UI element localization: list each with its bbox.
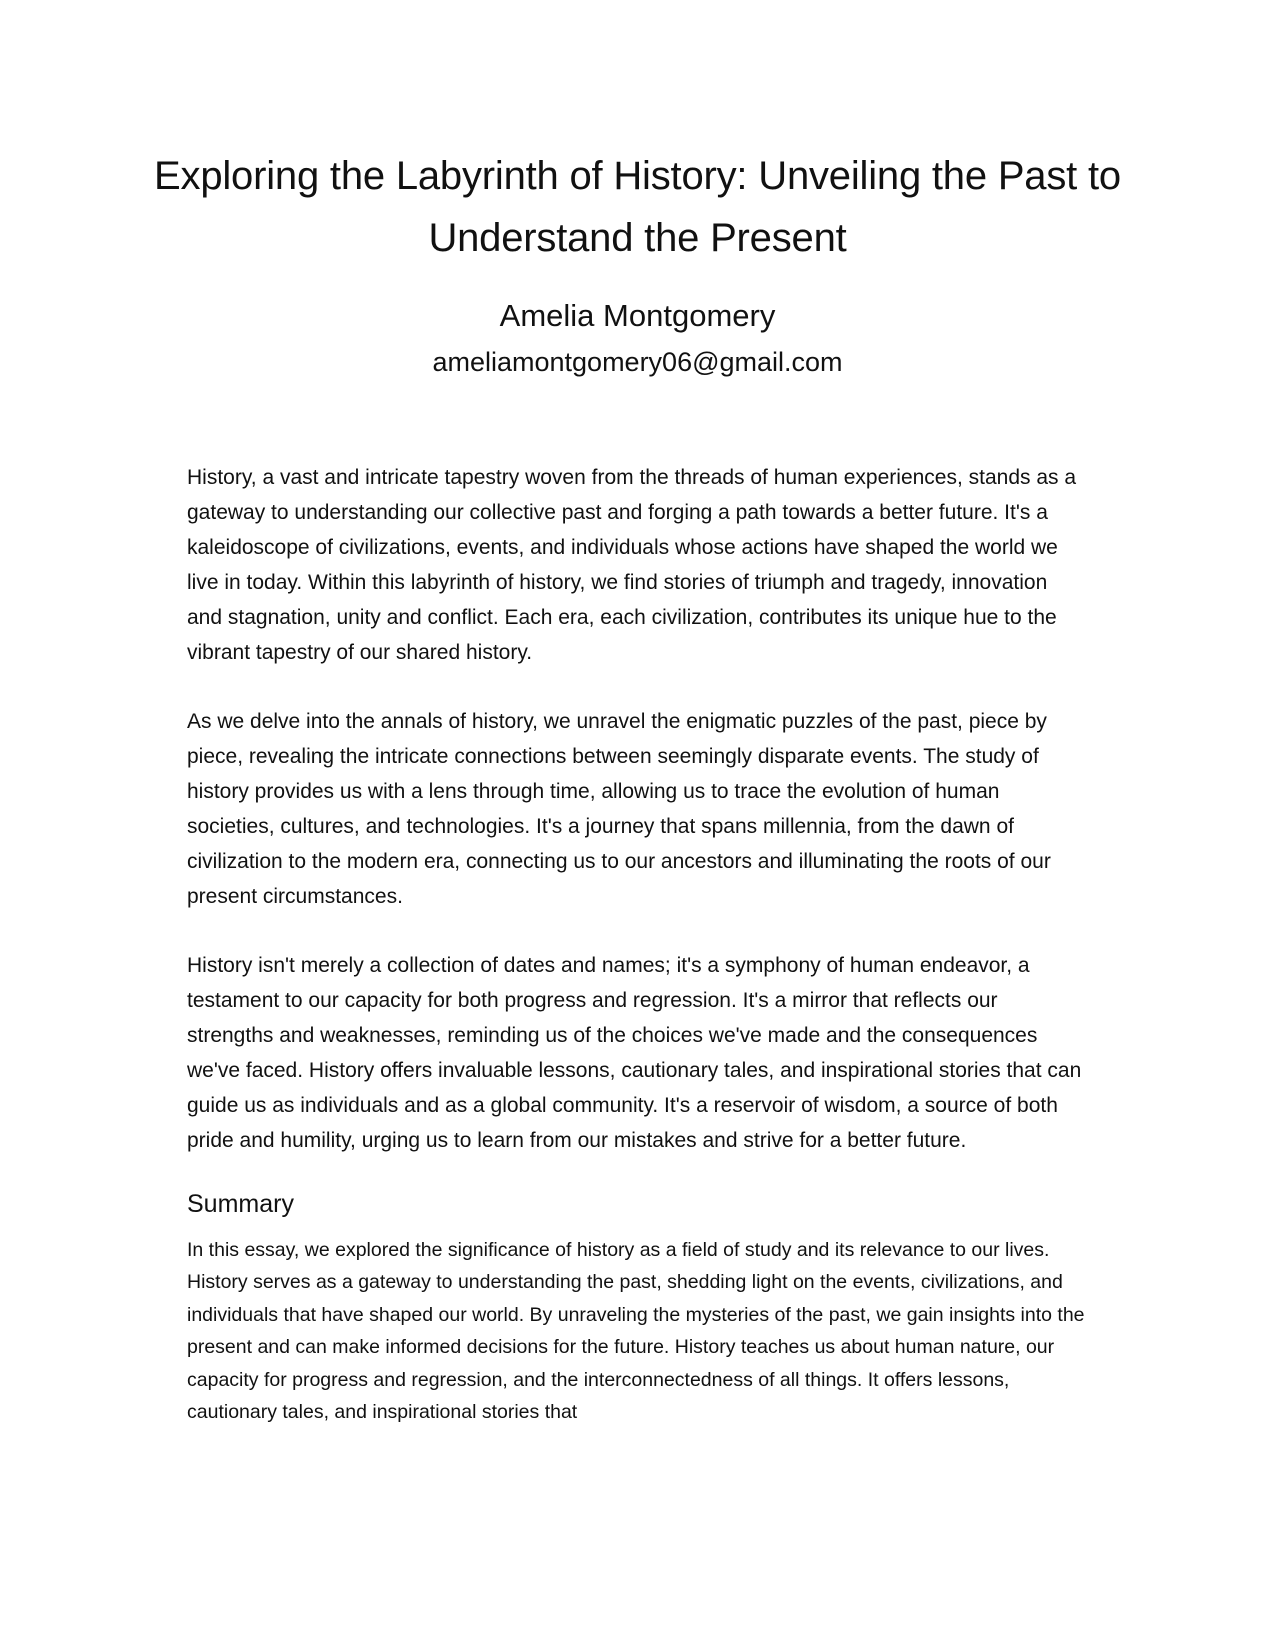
paragraph-3: History isn't merely a collection of dates and names; it's a symphony of human endeavor, a testament to our capacity for both progress and regression. It's a mirror that reflects our strengths and weaknesses, reminding us of the choices we've made and the consequences we've faced. History offers invaluable lessons, cautionary tales, and inspirational stories that can guide us as individuals and as a global community. It's a reservoir of wisdom, a source of both pride and humility, urging us to learn from our mistakes and strive for a better future. <box>187 954 1082 1152</box>
author-email: ameliamontgomery06@gmail.com <box>432 347 843 377</box>
summary-paragraph: In this essay, we explored the significance of history as a field of study and its relevance to our lives. History serves as a gateway to understanding the past, shedding light on the events, civilizations, and individuals that have shaped our world. By unraveling the mysteries of the past, we gain insights into the present and can make informed decisions for the future. History teaches us about human nature, our capacity for progress and regression, and the interconnectedness of all things. It offers lessons, cautionary tales, and inspirational stories that <box>187 1239 1085 1424</box>
document-title: Exploring the Labyrinth of History: Unveiling the Past to Understand the Present <box>154 154 1121 260</box>
paragraph-2: As we delve into the annals of history, we unravel the enigmatic puzzles of the past, piece by piece, revealing the intricate connections between seemingly disparate events. The study of history provides us with a lens through time, allowing us to trace the evolution of human societies, cultures, and technologies. It's a journey that spans millennia, from the dawn of civilization to the modern era, connecting us to our ancestors and illuminating the roots of our present circumstances. <box>187 710 1051 908</box>
author-name: Amelia Montgomery <box>499 298 776 333</box>
document-body <box>187 460 1087 1428</box>
paragraph-1: History, a vast and intricate tapestry woven from the threads of human experiences, stands as a gateway to understanding our collective past and forging a path towards a better future. It's a kaleidoscope of civilizations, events, and individuals whose actions have shaped the world we live in today. Within this labyrinth of history, we find stories of triumph and tragedy, innovation and stagnation, unity and conflict. Each era, each civilization, contributes its unique hue to the vibrant tapestry of our shared history. <box>187 466 1077 664</box>
summary-heading: Summary <box>187 1190 294 1218</box>
